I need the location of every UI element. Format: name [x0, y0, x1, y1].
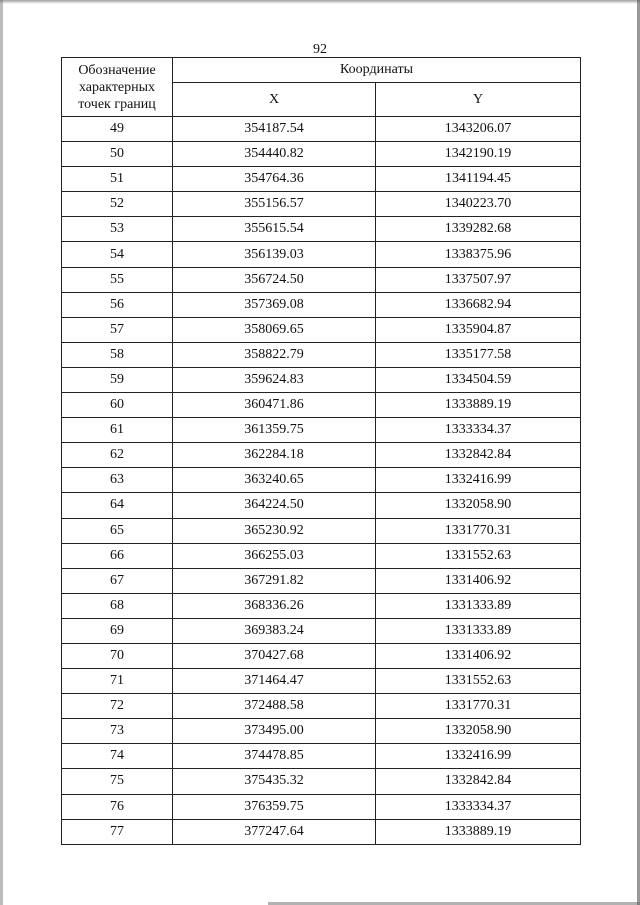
table-row — [62, 242, 581, 267]
table-row — [62, 292, 581, 317]
coordinates-table — [61, 57, 581, 845]
y-cell: 1332416.99 — [376, 468, 581, 493]
table-row — [62, 367, 581, 392]
point-cell: 75 — [62, 769, 173, 794]
x-cell: 364224.50 — [173, 493, 376, 518]
table-row — [62, 117, 581, 142]
point-cell: 53 — [62, 217, 173, 242]
table-row — [62, 543, 581, 568]
point-cell: 50 — [62, 142, 173, 167]
table-row — [62, 342, 581, 367]
x-cell: 355156.57 — [173, 192, 376, 217]
table-row — [62, 744, 581, 769]
y-cell: 1331406.92 — [376, 643, 581, 668]
table-row — [62, 217, 581, 242]
point-cell: 68 — [62, 593, 173, 618]
point-cell: 64 — [62, 493, 173, 518]
table-row — [62, 167, 581, 192]
x-cell: 358069.65 — [173, 317, 376, 342]
table-header — [62, 58, 581, 117]
table-row — [62, 493, 581, 518]
y-cell: 1331552.63 — [376, 543, 581, 568]
x-cell: 356139.03 — [173, 242, 376, 267]
y-cell: 1343206.07 — [376, 117, 581, 142]
table-row — [62, 192, 581, 217]
x-cell: 377247.64 — [173, 819, 376, 844]
y-cell: 1331333.89 — [376, 593, 581, 618]
header-designation-line-2: характерных — [78, 79, 156, 95]
table-row — [62, 794, 581, 819]
point-cell: 52 — [62, 192, 173, 217]
x-cell: 376359.75 — [173, 794, 376, 819]
y-cell: 1336682.94 — [376, 292, 581, 317]
y-cell: 1331406.92 — [376, 568, 581, 593]
table-row — [62, 618, 581, 643]
x-cell: 359624.83 — [173, 367, 376, 392]
table-row — [62, 719, 581, 744]
header-designation-line-1: Обозначение — [78, 62, 156, 78]
x-cell: 371464.47 — [173, 669, 376, 694]
header-x: X — [173, 83, 376, 117]
table-row — [62, 468, 581, 493]
y-cell: 1333889.19 — [376, 819, 581, 844]
x-cell: 355615.54 — [173, 217, 376, 242]
point-cell: 51 — [62, 167, 173, 192]
point-cell: 76 — [62, 794, 173, 819]
y-cell: 1333334.37 — [376, 418, 581, 443]
y-cell: 1331552.63 — [376, 669, 581, 694]
y-cell: 1334504.59 — [376, 367, 581, 392]
x-cell: 354187.54 — [173, 117, 376, 142]
point-cell: 70 — [62, 643, 173, 668]
x-cell: 357369.08 — [173, 292, 376, 317]
x-cell: 368336.26 — [173, 593, 376, 618]
x-cell: 362284.18 — [173, 443, 376, 468]
y-cell: 1332416.99 — [376, 744, 581, 769]
x-cell: 373495.00 — [173, 719, 376, 744]
point-cell: 61 — [62, 418, 173, 443]
point-cell: 67 — [62, 568, 173, 593]
x-cell: 370427.68 — [173, 643, 376, 668]
y-cell: 1332842.84 — [376, 443, 581, 468]
table-row — [62, 267, 581, 292]
y-cell: 1331770.31 — [376, 694, 581, 719]
y-cell: 1339282.68 — [376, 217, 581, 242]
x-cell: 367291.82 — [173, 568, 376, 593]
x-cell: 363240.65 — [173, 468, 376, 493]
y-cell: 1340223.70 — [376, 192, 581, 217]
point-cell: 71 — [62, 669, 173, 694]
x-cell: 366255.03 — [173, 543, 376, 568]
y-cell: 1342190.19 — [376, 142, 581, 167]
scan-edge-left — [0, 0, 3, 905]
table-row — [62, 593, 581, 618]
table-row — [62, 568, 581, 593]
y-cell: 1333889.19 — [376, 393, 581, 418]
x-cell: 375435.32 — [173, 769, 376, 794]
point-cell: 72 — [62, 694, 173, 719]
table-row — [62, 819, 581, 844]
y-cell: 1338375.96 — [376, 242, 581, 267]
table-row — [62, 769, 581, 794]
y-cell: 1335177.58 — [376, 342, 581, 367]
y-cell: 1341194.45 — [376, 167, 581, 192]
point-cell: 62 — [62, 443, 173, 468]
table-row — [62, 518, 581, 543]
y-cell: 1332058.90 — [376, 493, 581, 518]
point-cell: 56 — [62, 292, 173, 317]
y-cell: 1332058.90 — [376, 719, 581, 744]
table-row — [62, 669, 581, 694]
header-coordinates: Координаты — [173, 58, 581, 83]
point-cell: 57 — [62, 317, 173, 342]
point-cell: 74 — [62, 744, 173, 769]
point-cell: 58 — [62, 342, 173, 367]
page-number: 92 — [313, 42, 327, 57]
header-designation-line-3: точек границ — [78, 96, 156, 112]
y-cell: 1335904.87 — [376, 317, 581, 342]
table-row — [62, 142, 581, 167]
table-row — [62, 643, 581, 668]
point-cell: 60 — [62, 393, 173, 418]
y-cell: 1331333.89 — [376, 618, 581, 643]
x-cell: 354440.82 — [173, 142, 376, 167]
y-cell: 1337507.97 — [376, 267, 581, 292]
point-cell: 63 — [62, 468, 173, 493]
table-row — [62, 443, 581, 468]
table-row — [62, 393, 581, 418]
point-cell: 49 — [62, 117, 173, 142]
table-row — [62, 317, 581, 342]
x-cell: 365230.92 — [173, 518, 376, 543]
x-cell: 372488.58 — [173, 694, 376, 719]
x-cell: 360471.86 — [173, 393, 376, 418]
table-row — [62, 694, 581, 719]
point-cell: 66 — [62, 543, 173, 568]
point-cell: 77 — [62, 819, 173, 844]
header-designation — [62, 58, 173, 117]
x-cell: 354764.36 — [173, 167, 376, 192]
x-cell: 374478.85 — [173, 744, 376, 769]
y-cell: 1331770.31 — [376, 518, 581, 543]
point-cell: 69 — [62, 618, 173, 643]
x-cell: 358822.79 — [173, 342, 376, 367]
point-cell: 55 — [62, 267, 173, 292]
header-y: Y — [376, 83, 581, 117]
y-cell: 1332842.84 — [376, 769, 581, 794]
point-cell: 73 — [62, 719, 173, 744]
point-cell: 59 — [62, 367, 173, 392]
point-cell: 65 — [62, 518, 173, 543]
x-cell: 356724.50 — [173, 267, 376, 292]
x-cell: 369383.24 — [173, 618, 376, 643]
scan-edge-top — [0, 0, 640, 4]
table-body — [62, 117, 581, 845]
y-cell: 1333334.37 — [376, 794, 581, 819]
point-cell: 54 — [62, 242, 173, 267]
table-row — [62, 418, 581, 443]
x-cell: 361359.75 — [173, 418, 376, 443]
